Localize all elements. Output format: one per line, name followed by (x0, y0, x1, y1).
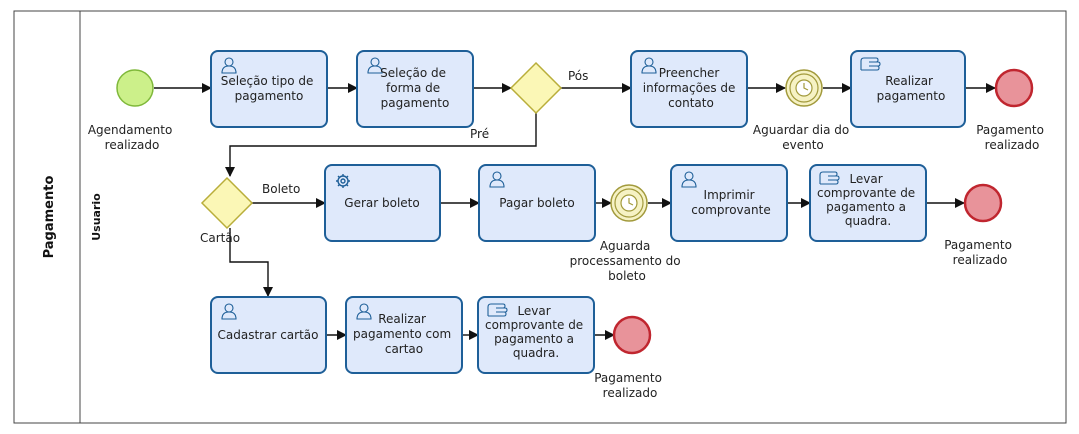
task-gerar-boleto[interactable] (325, 165, 440, 241)
task-pagar-boleto[interactable] (479, 165, 595, 241)
timer-event-aguardar[interactable] (786, 70, 822, 106)
flow-label-boleto: Boleto (262, 182, 301, 196)
end-event-2[interactable] (965, 185, 1001, 221)
svg-text:Realizar pagamento: Realizar pagamento (876, 74, 946, 103)
flow-label-cartao: Cartão (200, 231, 241, 245)
task-realizar-cartao[interactable] (346, 297, 462, 373)
svg-text:Levar comprovante de: Levar comprovante de pagamento a quadra. (816, 172, 916, 228)
svg-text:Seleção tipo de pagament: Seleção tipo de pagamento (220, 74, 314, 103)
svg-text:Imprimir comprovante: Imprimir comprovante (691, 188, 771, 217)
svg-text:Pagar boleto: Pagar boleto (499, 196, 575, 210)
lane-label: Usuario (90, 193, 103, 241)
clock-icon (796, 80, 812, 96)
timer-event-boleto[interactable] (611, 185, 647, 221)
task-preencher[interactable] (631, 51, 747, 127)
task-imprimir[interactable] (671, 165, 787, 241)
task-realizar-pagamento[interactable] (851, 51, 965, 127)
end-event-1-label: Pagamento realizado (976, 123, 1044, 152)
task-levar-comprovante-1[interactable] (810, 165, 926, 241)
task-cadastrar-cartao[interactable] (211, 297, 326, 373)
svg-text:Cadastrar cartão: Cadastrar cartão (217, 328, 319, 342)
svg-text:Realizar pagamento com: Realizar pagamento com cartao (353, 312, 452, 356)
end-event-1[interactable] (996, 70, 1032, 106)
timer-event-boleto-label: Aguarda processamento do boleto (569, 239, 681, 283)
timer-event-aguardar-label: Aguardar dia do evento (752, 123, 850, 152)
svg-text:Preencher informações de: Preencher informações de contato (642, 66, 736, 110)
svg-text:Levar comprovante de: Levar comprovante de pagamento a quadra. (484, 304, 584, 360)
end-event-3-label: Pagamento realizado (594, 371, 662, 400)
start-event[interactable] (117, 70, 153, 106)
pool-label: Pagamento (42, 175, 57, 259)
task-levar-comprovante-2[interactable] (478, 297, 594, 373)
flow-label-pre: Pré (470, 127, 490, 141)
svg-text:Seleção de forma de: Seleção de forma de pagamento (380, 66, 450, 110)
end-event-3[interactable] (614, 317, 650, 353)
clock-icon (621, 195, 637, 211)
task-selecao-forma[interactable] (357, 51, 473, 127)
end-event-2-label: Pagamento realizado (944, 238, 1012, 267)
start-event-label: Agendamento realizado (87, 123, 173, 152)
svg-text:Gerar boleto: Gerar boleto (344, 196, 420, 210)
flow-label-pos: Pós (568, 69, 589, 83)
task-selecao-tipo[interactable] (211, 51, 327, 127)
